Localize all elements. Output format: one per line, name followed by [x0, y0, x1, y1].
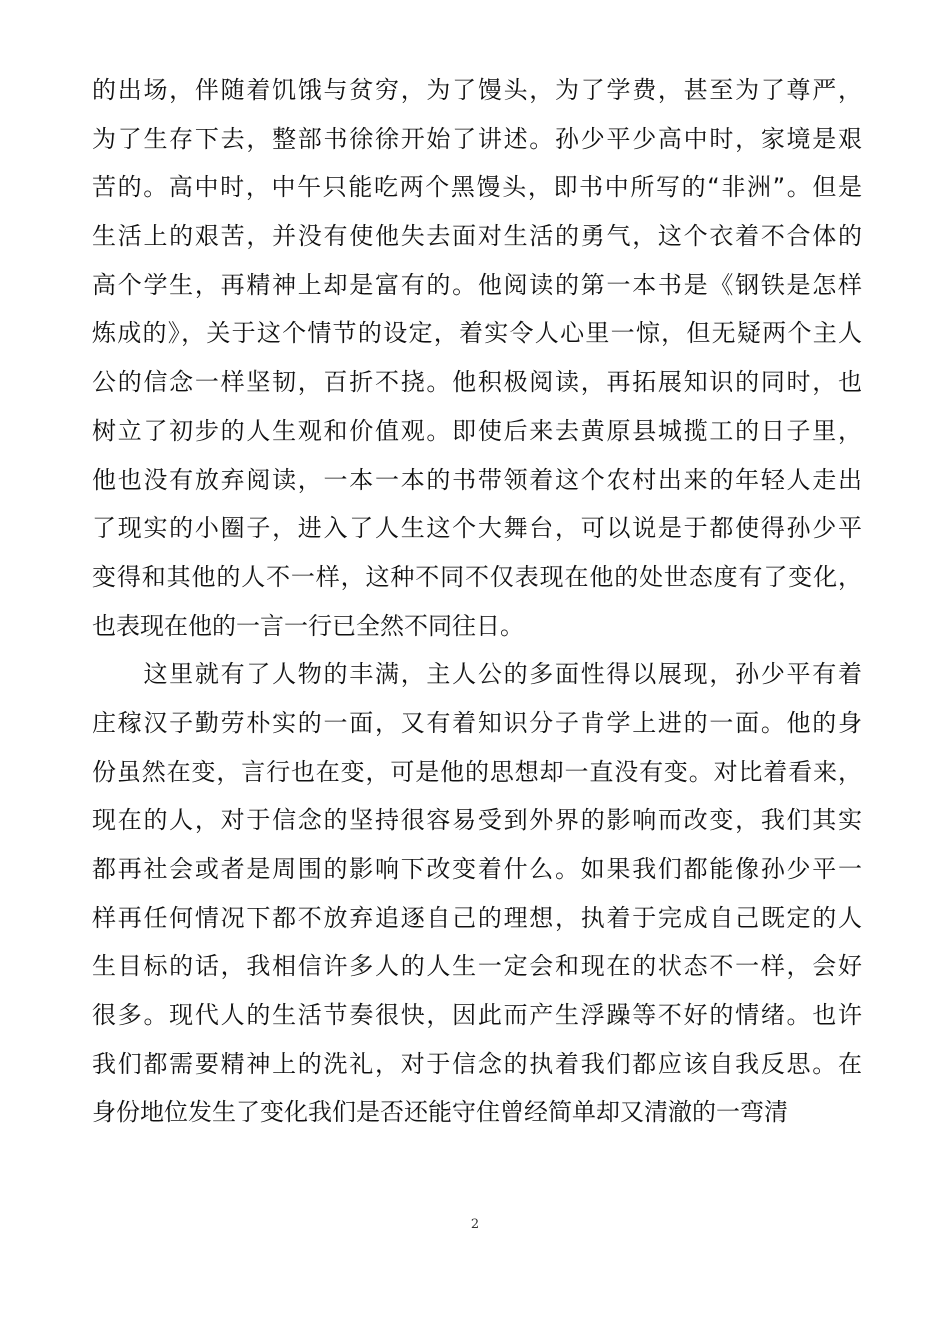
text-line: 他也没有放弃阅读，一本一本的书带领着这个农村出来的年轻人走出 [92, 465, 862, 494]
text-line: 很多。现代人的生活节奏很快，因此而产生浮躁等不好的情绪。也许 [92, 1001, 862, 1030]
text-line: 份虽然在变，言行也在变，可是他的思想却一直没有变。对比着看来， [92, 757, 862, 786]
text-line: 苦的。高中时，中午只能吃两个黑馒头，即书中所写的“非洲”。但是 [92, 173, 862, 202]
text-line: 树立了初步的人生观和价值观。即使后来去黄原县城揽工的日子里， [92, 416, 862, 445]
text-line: 为了生存下去，整部书徐徐开始了讲述。孙少平少高中时，家境是艰 [92, 124, 862, 153]
text-line: 变得和其他的人不一样，这种不同不仅表现在他的处世态度有了变化， [92, 562, 862, 591]
text-line: 身份地位发生了变化我们是否还能守住曾经简单却又清澈的一弯清 [92, 1098, 788, 1127]
text-line: 生目标的话，我相信许多人的人生一定会和现在的状态不一样，会好 [92, 952, 862, 981]
text-line: 的出场，伴随着饥饿与贫穷，为了馒头，为了学费，甚至为了尊严， [92, 76, 862, 104]
text-line: 炼成的》，关于这个情节的设定，着实令人心里一惊，但无疑两个主人 [92, 319, 862, 348]
text-line: 也表现在他的一言一行已全然不同往日。 [92, 611, 524, 640]
text-line: 这里就有了人物的丰满，主人公的多面性得以展现，孙少平有着 [92, 660, 862, 689]
text-line: 我们都需要精神上的洗礼，对于信念的执着我们都应该自我反思。在 [92, 1049, 862, 1078]
text-line: 了现实的小圈子，进入了人生这个大舞台，可以说是于都使得孙少平 [92, 514, 862, 543]
text-line: 生活上的艰苦，并没有使他失去面对生活的勇气，这个衣着不合体的 [92, 222, 862, 251]
text-line: 公的信念一样坚韧，百折不挠。他积极阅读，再拓展知识的同时，也 [92, 368, 862, 397]
text-line: 庄稼汉子勤劳朴实的一面，又有着知识分子肯学上进的一面。他的身 [92, 708, 862, 737]
text-line: 高个学生，再精神上却是富有的。他阅读的第一本书是《钢铁是怎样 [92, 270, 862, 299]
body-text [92, 66, 862, 1137]
text-line: 都再社会或者是周围的影响下改变着什么。如果我们都能像孙少平一 [92, 855, 862, 883]
page-number: 2 [470, 1217, 480, 1232]
text-line: 样再任何情况下都不放弃追逐自己的理想，执着于完成自己既定的人 [92, 903, 862, 932]
text-line: 现在的人，对于信念的坚持很容易受到外界的影响而改变，我们其实 [92, 806, 862, 835]
